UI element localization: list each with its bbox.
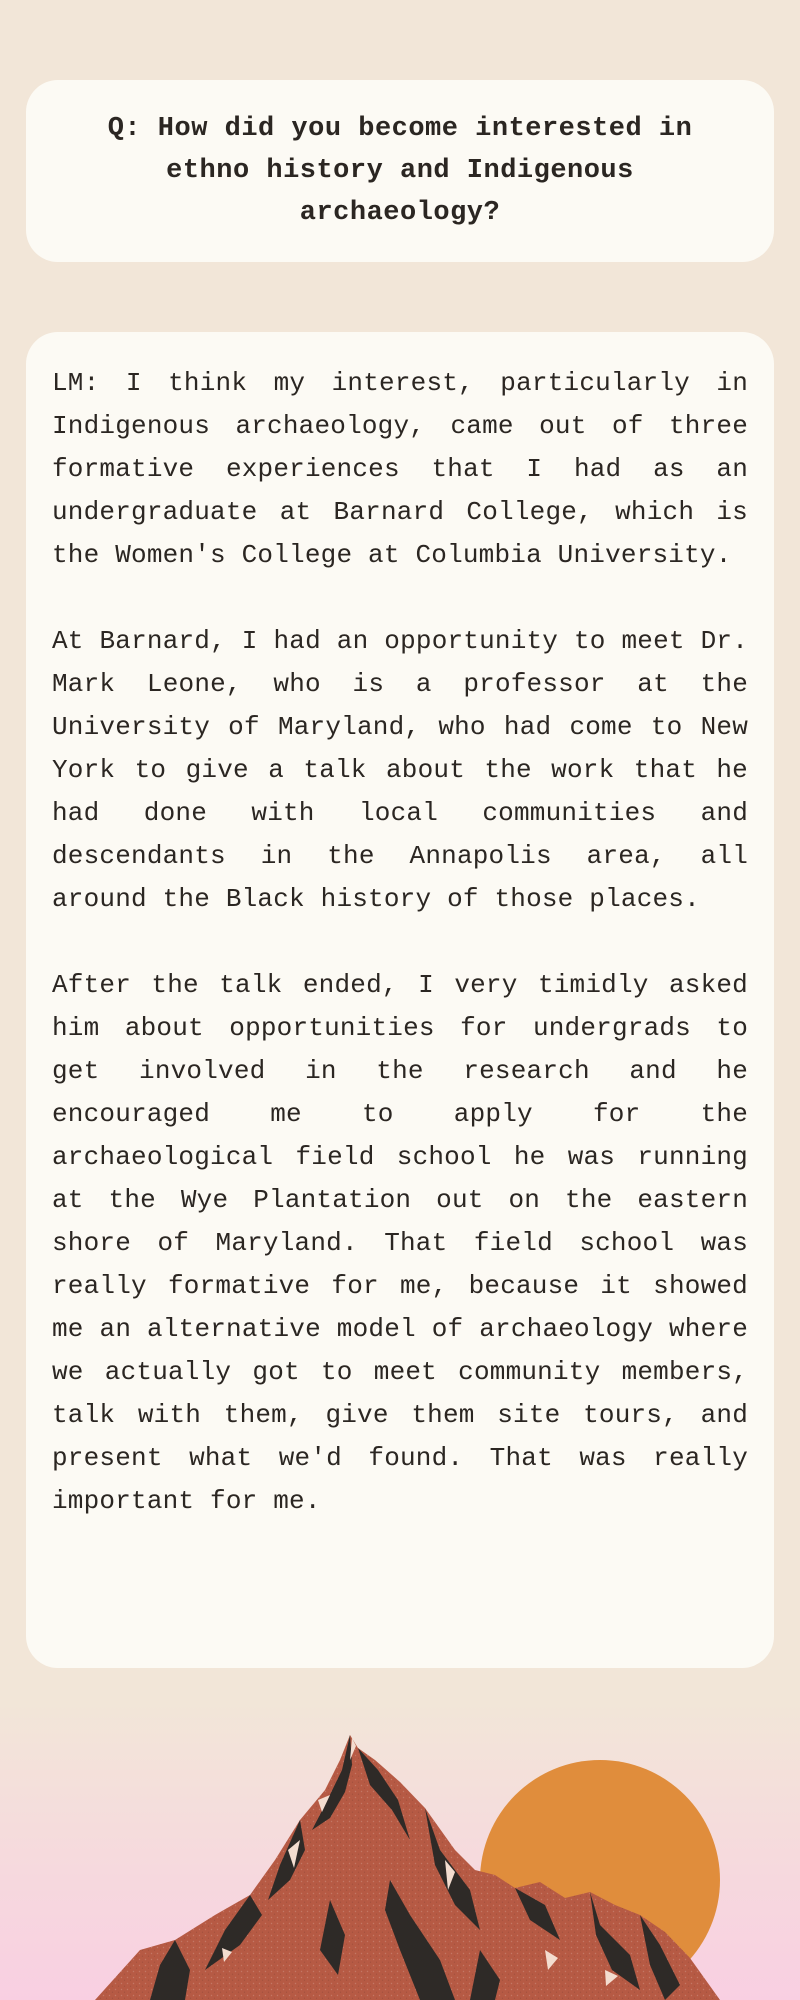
question-card <box>26 80 774 262</box>
answer-card <box>26 332 774 1668</box>
mountain-sun-illustration <box>0 1700 800 2000</box>
answer-paragraph-3: After the talk ended, I very timidly asked him about opportunities for undergrads to get involved in the research and he encouraged me to apply for the archaeological field school he was running at the Wye Plantation out on the eastern shore of Maryland. That field school was really formative for me, because it showed me an alternative model of archaeology where we actually got to meet community members, talk with them, give them site tours, and present what we'd found. That was really important for me. <box>52 970 748 1516</box>
answer-paragraph-1: LM: I think my interest, particularly in Indigenous archaeology, came out of three formative experiences that I had as an undergraduate at Barnard College, which is the Women's College at Columbia University. <box>52 368 748 570</box>
answer-paragraph-2: At Barnard, I had an opportunity to meet Dr. Mark Leone, who is a professor at the University of Maryland, who had come to New York to give a talk about the work that he had done with local communities and descendants in the Annapolis area, all around the Black history of those places. <box>52 626 748 914</box>
mountain-sun-icon <box>0 1700 800 2000</box>
question-text: Q: How did you become interested in ethno history and Indigenous archaeology? <box>107 114 693 228</box>
